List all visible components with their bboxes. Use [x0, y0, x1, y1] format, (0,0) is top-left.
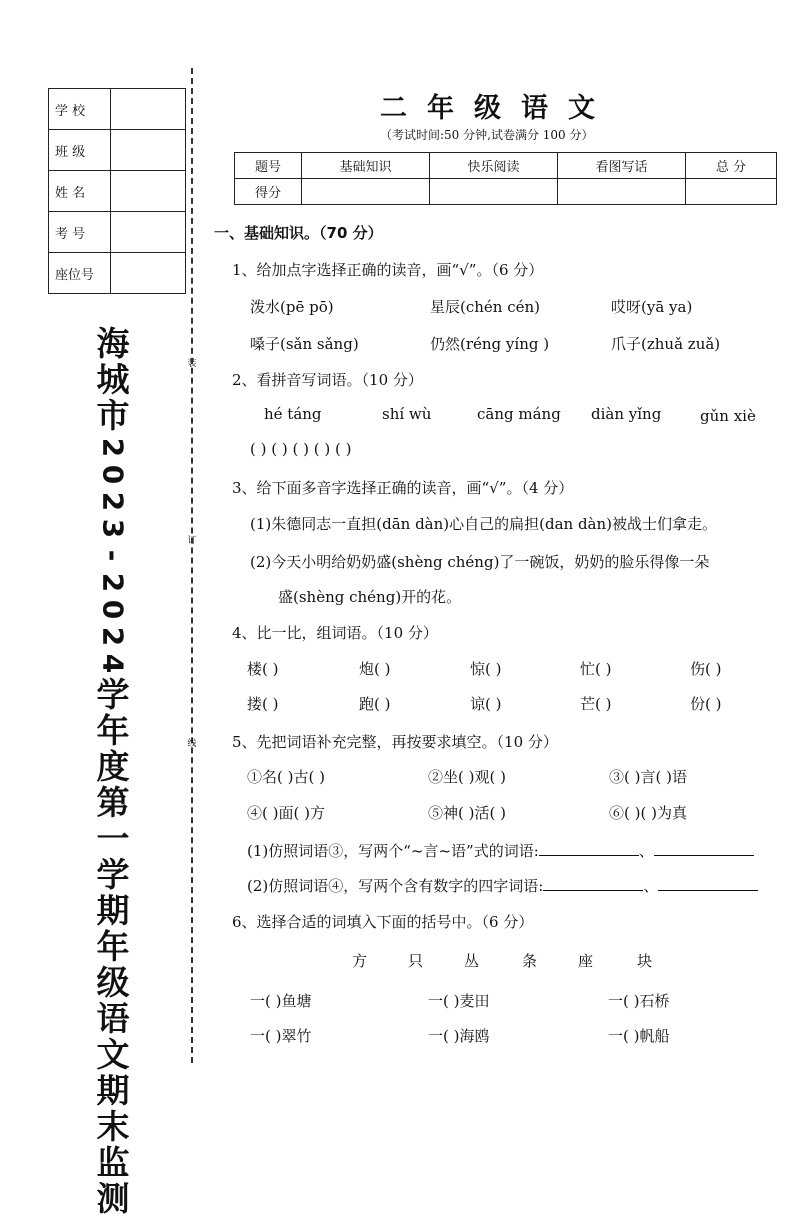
q4-item[interactable]: 楼( ): [247, 660, 279, 678]
q5-subquestion-2: [247, 875, 758, 896]
q5-idiom[interactable]: ④( )面( )方: [247, 804, 325, 822]
q5-idiom[interactable]: ①名( )古( ): [247, 768, 325, 786]
q4-item[interactable]: 谅( ): [470, 695, 502, 713]
q6-item[interactable]: 一( )海鸥: [428, 1027, 490, 1045]
vtitle-char: 监: [96, 1143, 130, 1182]
score-cell[interactable]: [430, 179, 558, 205]
exam-number-label: 考 号: [49, 212, 111, 253]
q2-pinyin: shí wù: [382, 405, 432, 423]
q6-option: 条: [522, 952, 538, 970]
exam-subtitle: （考试时间:50 分钟,试卷满分 100 分）: [380, 128, 594, 142]
vtitle-char: 文: [96, 1035, 130, 1074]
q6-option: 丛: [464, 952, 480, 970]
q1-item[interactable]: 星辰(chén cén): [430, 298, 541, 316]
vtitle-char: 一: [96, 819, 130, 858]
q3-sentence-2-cont[interactable]: 盛(shèng chéng)开的花。: [278, 588, 462, 606]
binding-mark-bottom: 线: [187, 739, 197, 749]
q1-item[interactable]: 哎呀(yā ya): [611, 298, 693, 316]
q6-item[interactable]: 一( )鱼塘: [250, 992, 312, 1010]
score-cell[interactable]: [558, 179, 686, 205]
binding-dashed-line: [191, 68, 193, 1063]
vtitle-char: 城: [96, 360, 130, 399]
vtitle-char: 测: [96, 1179, 130, 1218]
q5-sub1-text: (1)仿照词语③，写两个“~言~语”式的词语:: [247, 842, 539, 860]
vertical-exam-title: [92, 324, 134, 1218]
q4-item[interactable]: 搂( ): [247, 695, 279, 713]
vtitle-year-char: 4: [96, 653, 130, 674]
q4-item[interactable]: 芒( ): [580, 695, 612, 713]
question-4-prompt: 4、比一比，组词语。（10 分）: [232, 624, 438, 642]
q1-item[interactable]: 嗓子(sǎn sǎng): [250, 335, 359, 353]
answer-line[interactable]: [658, 876, 758, 891]
vtitle-char: 海: [96, 324, 130, 363]
q4-item[interactable]: 伤( ): [690, 660, 722, 678]
score-header: 总 分: [686, 153, 777, 179]
vtitle-year-char: 0: [96, 599, 130, 620]
vtitle-year-char: 0: [96, 464, 130, 485]
q5-idiom[interactable]: ⑤神( )活( ): [428, 804, 506, 822]
q1-item[interactable]: 爪子(zhuǎ zuǎ): [611, 335, 721, 353]
score-header: 基础知识: [302, 153, 430, 179]
question-2-prompt: 2、看拼音写词语。（10 分）: [232, 371, 423, 389]
exam-title: 二年级语文: [380, 93, 615, 124]
binding-mark-mid: 订: [187, 536, 197, 546]
vtitle-char: 语: [96, 999, 130, 1038]
binding-mark-top: 装: [187, 359, 197, 369]
question-5-prompt: 5、先把词语补充完整，再按要求填空。（10 分）: [232, 733, 558, 751]
q4-item[interactable]: 跑( ): [359, 695, 391, 713]
q1-item[interactable]: 泼水(pē pō): [250, 298, 334, 316]
q2-pinyin: gǔn xiè: [700, 407, 756, 425]
vtitle-char: 市: [96, 396, 130, 435]
class-field[interactable]: [111, 130, 186, 171]
score-header: 题号: [235, 153, 302, 179]
q6-item[interactable]: 一( )翠竹: [250, 1027, 312, 1045]
school-field[interactable]: [111, 89, 186, 130]
vtitle-year-char: 2: [96, 572, 130, 593]
section-heading: 一、基础知识。（70 分）: [214, 224, 383, 242]
q4-item[interactable]: 忙( ): [580, 660, 612, 678]
score-cell[interactable]: [686, 179, 777, 205]
score-table: [234, 152, 777, 205]
question-3-prompt: 3、给下面多音字选择正确的读音，画“√”。（4 分）: [232, 479, 574, 497]
q2-pinyin: hé táng: [264, 405, 322, 423]
vtitle-char: 期: [96, 1071, 130, 1110]
vtitle-year-char: 2: [96, 437, 130, 458]
q1-item[interactable]: 仍然(réng yíng ): [430, 335, 550, 353]
answer-line[interactable]: [654, 841, 754, 856]
student-info-box: [48, 88, 186, 294]
exam-number-field[interactable]: [111, 212, 186, 253]
school-label: 学 校: [49, 89, 111, 130]
q2-pinyin: diàn yǐng: [591, 405, 662, 423]
q2-answer-blanks[interactable]: ( ) ( ) ( ) ( ) ( ): [250, 440, 352, 458]
separator: 、: [643, 877, 659, 895]
vtitle-char: 年: [96, 711, 130, 750]
score-header: 快乐阅读: [430, 153, 558, 179]
q4-item[interactable]: 炮( ): [359, 660, 391, 678]
score-row: [235, 179, 777, 205]
q6-item[interactable]: 一( )帆船: [608, 1027, 670, 1045]
score-header-row: [235, 153, 777, 179]
q5-idiom[interactable]: ③( )言( )语: [609, 768, 687, 786]
seat-number-label: 座位号: [49, 253, 111, 294]
q3-sentence-1[interactable]: (1)朱德同志一直担(dān dàn)心自己的扁担(dan dàn)被战士们拿走。: [250, 515, 718, 533]
q5-subquestion-1: [247, 840, 754, 861]
name-label: 姓 名: [49, 171, 111, 212]
q4-item[interactable]: 份( ): [690, 695, 722, 713]
q5-idiom[interactable]: ②坐( )观( ): [428, 768, 506, 786]
q6-item[interactable]: 一( )石桥: [608, 992, 670, 1010]
vtitle-year-char: 3: [96, 518, 130, 539]
score-header: 看图写话: [558, 153, 686, 179]
q6-option: 只: [408, 952, 424, 970]
question-6-prompt: 6、选择合适的词填入下面的括号中。（6 分）: [232, 913, 534, 931]
vtitle-char: 级: [96, 963, 130, 1002]
q6-option: 块: [637, 952, 653, 970]
q6-option: 座: [578, 952, 594, 970]
vtitle-year-char: 2: [96, 626, 130, 647]
q5-sub2-text: (2)仿照词语④，写两个含有数字的四字词语:: [247, 877, 544, 895]
seat-number-field[interactable]: [111, 253, 186, 294]
separator: 、: [638, 842, 654, 860]
vtitle-year-char: 2: [96, 491, 130, 512]
q2-pinyin: cāng máng: [477, 405, 561, 423]
question-1-prompt: 1、给加点字选择正确的读音，画“√”。（6 分）: [232, 261, 544, 279]
vtitle-char: 末: [96, 1107, 130, 1146]
vtitle-char: 度: [96, 747, 130, 786]
q5-idiom[interactable]: ⑥( )( )为真: [609, 804, 687, 822]
answer-line[interactable]: [539, 841, 639, 856]
q6-item[interactable]: 一( )麦田: [428, 992, 490, 1010]
name-field[interactable]: [111, 171, 186, 212]
vtitle-char: 年: [96, 927, 130, 966]
class-label: 班 级: [49, 130, 111, 171]
vtitle-char: 学: [96, 675, 130, 714]
q3-sentence-2[interactable]: (2)今天小明给奶奶盛(shèng chéng)了一碗饭，奶奶的脸乐得像一朵: [250, 553, 710, 571]
vtitle-char: 期: [96, 891, 130, 930]
vtitle-char: 学: [96, 855, 130, 894]
q6-option: 方: [352, 952, 368, 970]
score-cell[interactable]: [302, 179, 430, 205]
score-row-label: 得分: [235, 179, 302, 205]
answer-line[interactable]: [543, 876, 643, 891]
vtitle-char: 第: [96, 783, 130, 822]
q4-item[interactable]: 惊( ): [470, 660, 502, 678]
vtitle-year-char: -: [96, 549, 130, 562]
